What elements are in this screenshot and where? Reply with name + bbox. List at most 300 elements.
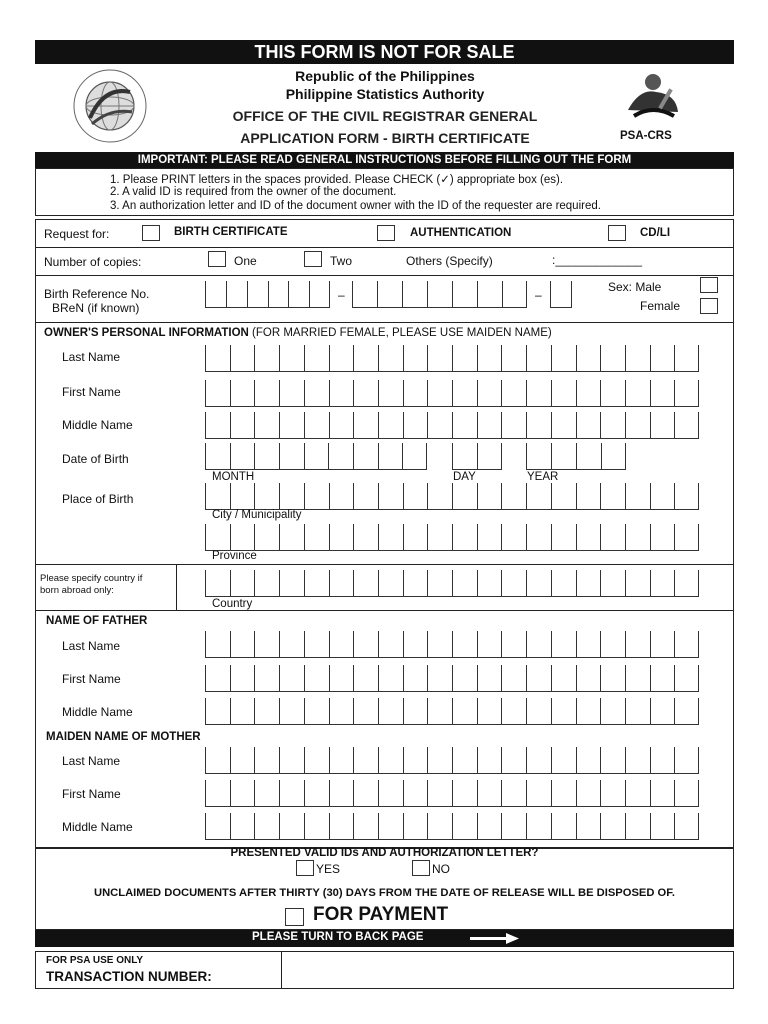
cell-divider (304, 747, 305, 773)
copies-one-checkbox[interactable] (208, 251, 226, 267)
cell-divider (279, 698, 280, 724)
presented-yes-label: YES (316, 862, 341, 876)
cell-divider (205, 380, 206, 406)
cell-divider (230, 665, 231, 691)
cell-divider (254, 380, 255, 406)
cell-divider (650, 524, 651, 550)
cell-divider (205, 412, 206, 438)
cell-divider (230, 813, 231, 839)
cell-divider (452, 281, 453, 307)
father-first-name-field[interactable] (205, 663, 699, 692)
cell-divider (254, 524, 255, 550)
cell-divider (279, 665, 280, 691)
father-first-name-label: First Name (62, 672, 121, 686)
cell-divider (650, 780, 651, 806)
owner-middle-name-field[interactable] (205, 410, 699, 439)
cell-divider (378, 813, 379, 839)
cell-divider (226, 281, 227, 307)
mother-middle-name-label: Middle Name (62, 820, 133, 834)
cell-divider (698, 631, 699, 657)
cell-divider (329, 345, 330, 371)
cell-divider (205, 698, 206, 724)
bren-label: Birth Reference No. (44, 287, 150, 301)
cell-divider (329, 412, 330, 438)
mother-heading: MAIDEN NAME OF MOTHER (46, 731, 201, 743)
owner-heading-note: (FOR MARRIED FEMALE, PLEASE USE MAIDEN NAME) (248, 327, 552, 339)
cell-divider (551, 631, 552, 657)
cell-divider (576, 524, 577, 550)
cell-divider (254, 345, 255, 371)
cell-divider (452, 412, 453, 438)
form-title: APPLICATION FORM - BIRTH CERTIFICATE (240, 130, 530, 146)
cell-divider (698, 483, 699, 509)
mother-first-name-label: First Name (62, 787, 121, 801)
for-payment-checkbox[interactable] (285, 908, 304, 926)
cell-divider (329, 665, 330, 691)
cell-divider (452, 443, 453, 469)
cell-divider (698, 412, 699, 438)
dob-label: Date of Birth (62, 452, 129, 466)
birth-certificate-checkbox[interactable] (142, 225, 160, 241)
mother-middle-name-field[interactable] (205, 811, 699, 840)
cell-divider (254, 698, 255, 724)
cell-divider (304, 813, 305, 839)
cell-divider (501, 483, 502, 509)
unclaimed-notice: UNCLAIMED DOCUMENTS AFTER THIRTY (30) DAYS FROM THE DATE OF RELEASE WILL BE DISPOSED OF. (94, 887, 675, 899)
cell-divider (625, 747, 626, 773)
cell-divider (600, 747, 601, 773)
abroad-sublabel: born abroad only: (40, 585, 114, 596)
cell-divider (452, 813, 453, 839)
cell-divider (576, 570, 577, 596)
cell-divider (427, 813, 428, 839)
cell-divider (378, 570, 379, 596)
cell-divider (254, 631, 255, 657)
cell-divider (550, 281, 551, 307)
cell-divider (600, 570, 601, 596)
cell-divider (378, 631, 379, 657)
cell-divider (353, 412, 354, 438)
cell-divider (353, 665, 354, 691)
father-middle-name-label: Middle Name (62, 705, 133, 719)
cell-divider (304, 524, 305, 550)
cell-divider (600, 780, 601, 806)
cell-divider (304, 631, 305, 657)
cell-divider (353, 524, 354, 550)
cell-divider (650, 747, 651, 773)
cell-divider (304, 780, 305, 806)
cell-divider (625, 570, 626, 596)
authentication-label: AUTHENTICATION (410, 227, 512, 239)
cell-divider (674, 747, 675, 773)
cell-divider (205, 345, 206, 371)
presented-question: PRESENTED VALID IDs AND AUTHORIZATION LETTER? (230, 847, 539, 859)
cell-divider (378, 380, 379, 406)
cell-divider (403, 483, 404, 509)
cell-divider (526, 813, 527, 839)
cdli-label: CD/LI (640, 227, 671, 239)
cell-divider (329, 747, 330, 773)
father-middle-name-field[interactable] (205, 696, 699, 725)
cell-divider (230, 570, 231, 596)
cell-divider (551, 380, 552, 406)
cell-divider (576, 780, 577, 806)
cell-divider (698, 380, 699, 406)
cell-divider (650, 813, 651, 839)
cell-divider (426, 443, 427, 469)
copies-two-checkbox[interactable] (304, 251, 322, 267)
cell-divider (230, 631, 231, 657)
cell-divider (279, 483, 280, 509)
cell-divider (477, 443, 478, 469)
office-text: OFFICE OF THE CIVIL REGISTRAR GENERAL (232, 108, 538, 124)
cell-divider (477, 570, 478, 596)
cell-divider (674, 698, 675, 724)
agency-text: Philippine Statistics Authority (285, 86, 485, 102)
dob-year-field[interactable] (526, 441, 626, 470)
presented-no-checkbox[interactable] (412, 860, 430, 876)
cell-divider (304, 412, 305, 438)
cell-divider (551, 345, 552, 371)
cell-divider (501, 698, 502, 724)
cell-divider (526, 780, 527, 806)
cell-divider (304, 345, 305, 371)
cell-divider (571, 281, 572, 307)
cell-divider (254, 665, 255, 691)
cell-divider (403, 698, 404, 724)
abroad-label: Please specify country if (40, 573, 143, 584)
cell-divider (427, 665, 428, 691)
cell-divider (698, 665, 699, 691)
cell-divider (698, 813, 699, 839)
cell-divider (625, 345, 626, 371)
divider (281, 951, 282, 989)
cell-divider (205, 631, 206, 657)
cell-divider (526, 281, 527, 307)
cell-divider (427, 698, 428, 724)
cell-divider (230, 780, 231, 806)
cell-divider (501, 813, 502, 839)
owner-last-name-field[interactable] (205, 343, 699, 372)
bren-field-2[interactable] (352, 279, 527, 308)
bren-sublabel: BReN (if known) (52, 301, 140, 315)
cdli-checkbox[interactable] (608, 225, 626, 241)
cell-divider (353, 698, 354, 724)
country-field[interactable] (205, 568, 699, 597)
cell-divider (551, 443, 552, 469)
cell-divider (452, 345, 453, 371)
cell-divider (304, 570, 305, 596)
right-arrow-icon (470, 932, 520, 950)
cell-divider (304, 443, 305, 469)
dob-month-field[interactable] (205, 441, 427, 470)
cell-divider (576, 665, 577, 691)
transaction-number-field[interactable] (283, 953, 732, 987)
owner-first-name-field[interactable] (205, 378, 699, 407)
cell-divider (378, 747, 379, 773)
cell-divider (477, 345, 478, 371)
cell-divider (576, 380, 577, 406)
cell-divider (452, 747, 453, 773)
cell-divider (650, 665, 651, 691)
cell-divider (328, 443, 329, 469)
cell-divider (526, 380, 527, 406)
cell-divider (600, 483, 601, 509)
instructions-bar: IMPORTANT: PLEASE READ GENERAL INSTRUCTIONS BEFORE FILLING OUT THE FORM (35, 152, 734, 168)
cell-divider (452, 665, 453, 691)
cell-divider (329, 281, 330, 307)
cell-divider (353, 570, 354, 596)
cell-divider (551, 524, 552, 550)
cell-divider (427, 380, 428, 406)
cell-divider (526, 483, 527, 509)
cell-divider (230, 698, 231, 724)
cell-divider (403, 524, 404, 550)
cell-divider (501, 345, 502, 371)
cell-divider (576, 698, 577, 724)
father-last-name-label: Last Name (62, 639, 121, 653)
cell-divider (551, 698, 552, 724)
psa-crs-logo (620, 70, 686, 128)
cell-divider (551, 813, 552, 839)
cell-divider (304, 665, 305, 691)
cell-divider (205, 780, 206, 806)
cell-divider (625, 483, 626, 509)
cell-divider (452, 483, 453, 509)
cell-divider (304, 380, 305, 406)
cell-divider (279, 443, 280, 469)
mother-last-name-field[interactable] (205, 745, 699, 774)
cell-divider (526, 747, 527, 773)
cell-divider (254, 483, 255, 509)
cell-divider (501, 665, 502, 691)
cell-divider (205, 483, 206, 509)
cell-divider (279, 747, 280, 773)
copies-one-label: One (234, 254, 257, 268)
cell-divider (600, 380, 601, 406)
cell-divider (254, 570, 255, 596)
psa-seal-logo (60, 68, 160, 144)
pob-province-field[interactable] (205, 522, 699, 551)
bren-field-3[interactable] (550, 279, 572, 308)
cell-divider (279, 813, 280, 839)
cell-divider (600, 524, 601, 550)
cell-divider (477, 483, 478, 509)
cell-divider (427, 631, 428, 657)
cell-divider (288, 281, 289, 307)
cell-divider (329, 380, 330, 406)
cell-divider (402, 443, 403, 469)
cell-divider (526, 524, 527, 550)
cell-divider (477, 813, 478, 839)
cell-divider (526, 698, 527, 724)
bren-dash: – (338, 288, 345, 302)
cell-divider (403, 631, 404, 657)
cell-divider (625, 813, 626, 839)
instruction-3: 3. An authorization letter and ID of the document owner with the ID of the requester are required. (110, 200, 601, 212)
cell-divider (576, 631, 577, 657)
cell-divider (526, 665, 527, 691)
cell-divider (378, 483, 379, 509)
cell-divider (502, 281, 503, 307)
cell-divider (254, 747, 255, 773)
bren-field-1[interactable] (205, 279, 330, 308)
cell-divider (526, 631, 527, 657)
transaction-number-label: TRANSACTION NUMBER: (46, 969, 212, 984)
cell-divider (353, 747, 354, 773)
cell-divider (477, 780, 478, 806)
cell-divider (452, 631, 453, 657)
cell-divider (205, 813, 206, 839)
cell-divider (230, 524, 231, 550)
cell-divider (378, 665, 379, 691)
sex-female-label: Female (640, 299, 681, 313)
divider (35, 247, 734, 248)
cell-divider (279, 345, 280, 371)
cell-divider (477, 380, 478, 406)
bren-dash: – (535, 288, 542, 302)
cell-divider (353, 631, 354, 657)
divider (35, 275, 734, 276)
owner-last-name-label: Last Name (62, 350, 121, 364)
cell-divider (526, 412, 527, 438)
cell-divider (674, 483, 675, 509)
divider (35, 564, 734, 565)
cell-divider (353, 483, 354, 509)
owner-heading-bold: OWNER'S PERSONAL INFORMATION (44, 327, 249, 339)
cell-divider (427, 412, 428, 438)
cell-divider (650, 698, 651, 724)
cell-divider (247, 281, 248, 307)
cell-divider (378, 780, 379, 806)
cell-divider (551, 570, 552, 596)
cell-divider (601, 443, 602, 469)
mother-first-name-field[interactable] (205, 778, 699, 807)
father-last-name-field[interactable] (205, 629, 699, 658)
day-caption: DAY (453, 471, 476, 483)
not-for-sale-banner: THIS FORM IS NOT FOR SALE (35, 40, 734, 64)
instruction-2: 2. A valid ID is required from the owner of the document. (110, 186, 397, 198)
cell-divider (600, 698, 601, 724)
cell-divider (353, 380, 354, 406)
cell-divider (230, 345, 231, 371)
cell-divider (329, 780, 330, 806)
cell-divider (427, 524, 428, 550)
cell-divider (698, 345, 699, 371)
turn-page-text: PLEASE TURN TO BACK PAGE (252, 931, 424, 943)
cell-divider (576, 813, 577, 839)
cell-divider (254, 780, 255, 806)
cell-divider (551, 483, 552, 509)
cell-divider (403, 380, 404, 406)
cell-divider (650, 483, 651, 509)
cell-divider (329, 813, 330, 839)
cell-divider (625, 631, 626, 657)
authentication-checkbox[interactable] (377, 225, 395, 241)
mother-last-name-label: Last Name (62, 754, 121, 768)
cell-divider (377, 281, 378, 307)
copies-label: Number of copies: (44, 255, 142, 269)
cell-divider (378, 443, 379, 469)
birth-certificate-label: BIRTH CERTIFICATE (174, 226, 288, 238)
cell-divider (551, 665, 552, 691)
copies-others-field[interactable]: :_____________ (552, 253, 643, 267)
cell-divider (501, 747, 502, 773)
cell-divider (329, 570, 330, 596)
cell-divider (329, 631, 330, 657)
cell-divider (674, 412, 675, 438)
cell-divider (452, 380, 453, 406)
cell-divider (501, 524, 502, 550)
cell-divider (674, 780, 675, 806)
cell-divider (477, 281, 478, 307)
cell-divider (254, 443, 255, 469)
cell-divider (353, 345, 354, 371)
cell-divider (674, 524, 675, 550)
cell-divider (674, 665, 675, 691)
cell-divider (625, 780, 626, 806)
sex-female-checkbox[interactable] (700, 298, 718, 314)
cell-divider (674, 380, 675, 406)
divider (176, 564, 177, 610)
owner-first-name-label: First Name (62, 385, 121, 399)
sex-male-checkbox[interactable] (700, 277, 718, 293)
cell-divider (650, 412, 651, 438)
cell-divider (600, 412, 601, 438)
cell-divider (501, 380, 502, 406)
cell-divider (625, 524, 626, 550)
cell-divider (427, 570, 428, 596)
owner-heading (44, 327, 552, 339)
cell-divider (674, 631, 675, 657)
cell-divider (576, 345, 577, 371)
cell-divider (477, 698, 478, 724)
cell-divider (625, 698, 626, 724)
cell-divider (551, 747, 552, 773)
cell-divider (352, 281, 353, 307)
sex-male-label: Sex: Male (608, 280, 662, 294)
request-label: Request for: (44, 227, 110, 241)
city-caption: City / Municipality (212, 509, 302, 521)
cell-divider (452, 524, 453, 550)
cell-divider (205, 281, 206, 307)
cell-divider (650, 345, 651, 371)
dob-day-field[interactable] (452, 441, 502, 470)
father-heading: NAME OF FATHER (46, 615, 148, 627)
divider (35, 322, 734, 323)
pob-city-field[interactable] (205, 481, 699, 510)
presented-yes-checkbox[interactable] (296, 860, 314, 876)
cell-divider (304, 698, 305, 724)
cell-divider (452, 570, 453, 596)
instruction-1: 1. Please PRINT letters in the spaces provided. Please CHECK (✓) appropriate box (es). (110, 174, 564, 186)
cell-divider (268, 281, 269, 307)
cell-divider (279, 780, 280, 806)
republic-text: Republic of the Philippines (295, 68, 475, 84)
cell-divider (600, 345, 601, 371)
cell-divider (698, 524, 699, 550)
presented-no-label: NO (432, 862, 450, 876)
cell-divider (650, 570, 651, 596)
cell-divider (526, 443, 527, 469)
pob-label: Place of Birth (62, 492, 134, 506)
cell-divider (625, 412, 626, 438)
cell-divider (403, 570, 404, 596)
cell-divider (254, 813, 255, 839)
cell-divider (576, 747, 577, 773)
cell-divider (353, 443, 354, 469)
cell-divider (526, 345, 527, 371)
